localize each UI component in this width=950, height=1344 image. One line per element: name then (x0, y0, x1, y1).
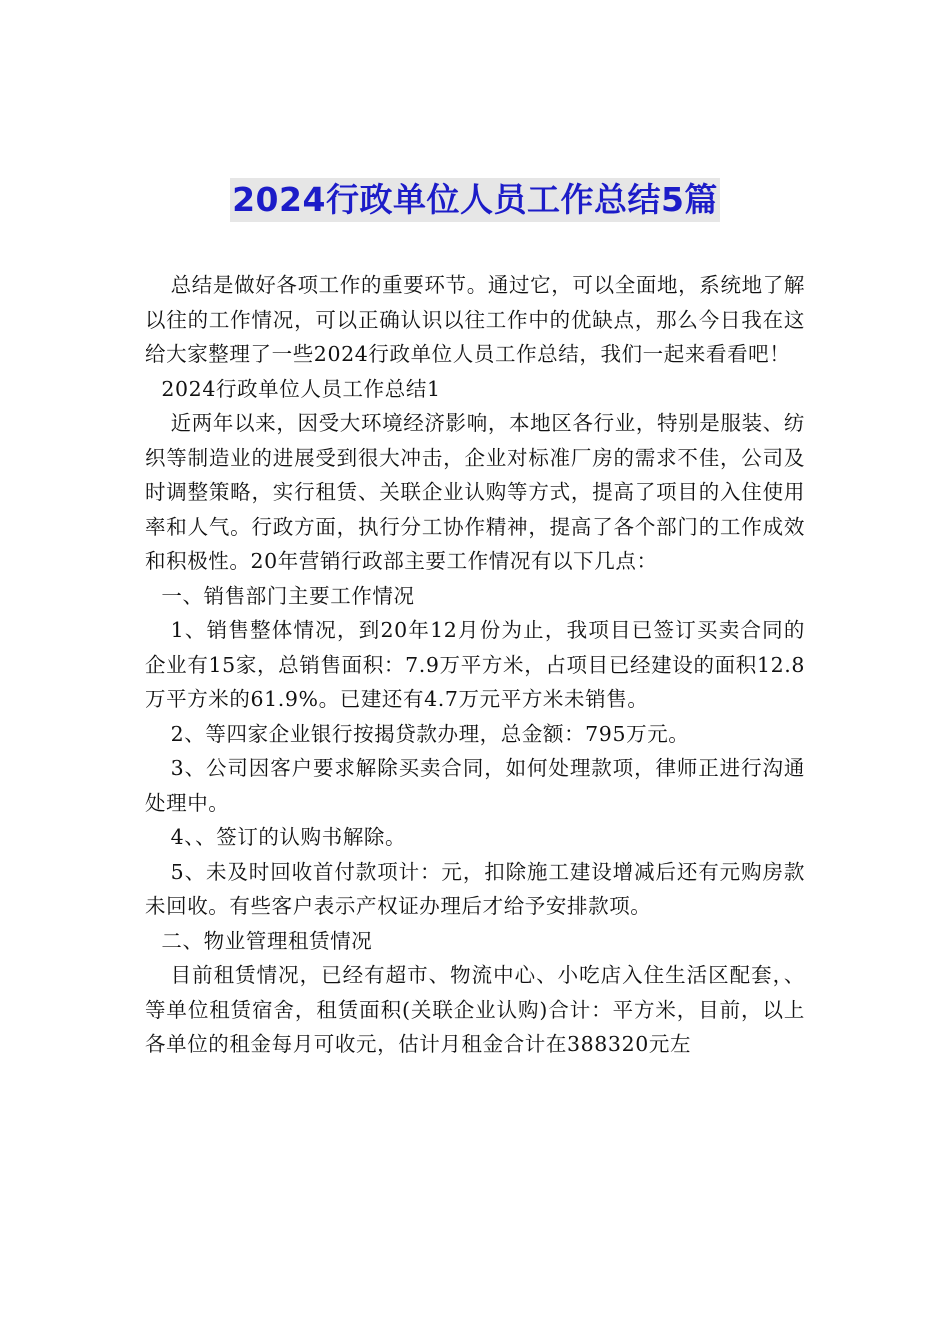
section-heading-sales: 一、销售部门主要工作情况 (161, 583, 415, 608)
body-paragraph-rental: 目前租赁情况，已经有超市、物流中心、小吃店入住生活区配套，、等单位租赁宿舍，租赁面积(关联企业认购)合计：平方米，目前，以上各单位的租金每月可收元，估计月租金合计在388320元左 (145, 963, 805, 1056)
document-title: 2024行政单位人员工作总结5篇 (230, 178, 720, 222)
body-paragraph: 近两年以来，因受大环境经济影响，本地区各行业，特别是服装、纺织等制造业的进展受到很大冲击，企业对标准厂房的需求不佳，公司及时调整策略，实行租赁、关联企业认购等方式，提高了项目的入住使用率和人气。行政方面，执行分工协作精神，提高了各个部门的工作成效和积极性。20年营销行政部主要工作情况有以下几点： (145, 411, 805, 573)
list-item-1: 1、销售整体情况，到20年12月份为止，我项目已签订买卖合同的企业有15家，总销售面积：7.9万平方米，占项目已经建设的面积12.8万平方米的61.9%。已建还有4.7万元平方米未销售。 (145, 618, 805, 711)
section-heading-summary-1: 2024行政单位人员工作总结1 (161, 376, 441, 401)
list-item-2: 2、等四家企业银行按揭贷款办理，总金额：795万元。 (170, 721, 690, 746)
list-item-4: 4、、签订的认购书解除。 (170, 825, 407, 849)
title-wrap (0, 178, 950, 222)
list-item-3: 3、公司因客户要求解除买卖合同，如何处理款项，律师正进行沟通处理中。 (145, 756, 805, 815)
intro-paragraph: 总结是做好各项工作的重要环节。通过它，可以全面地，系统地了解以往的工作情况，可以正确认识以往工作中的优缺点，那么今日我在这给大家整理了一些2024行政单位人员工作总结，我们一起来看看吧！ (145, 273, 805, 366)
list-item-5: 5、未及时回收首付款项计：元，扣除施工建设增减后还有元购房款未回收。有些客户表示产权证办理后才给予安排款项。 (145, 859, 805, 918)
section-heading-property: 二、物业管理租赁情况 (161, 928, 373, 953)
document-body (145, 268, 805, 1062)
